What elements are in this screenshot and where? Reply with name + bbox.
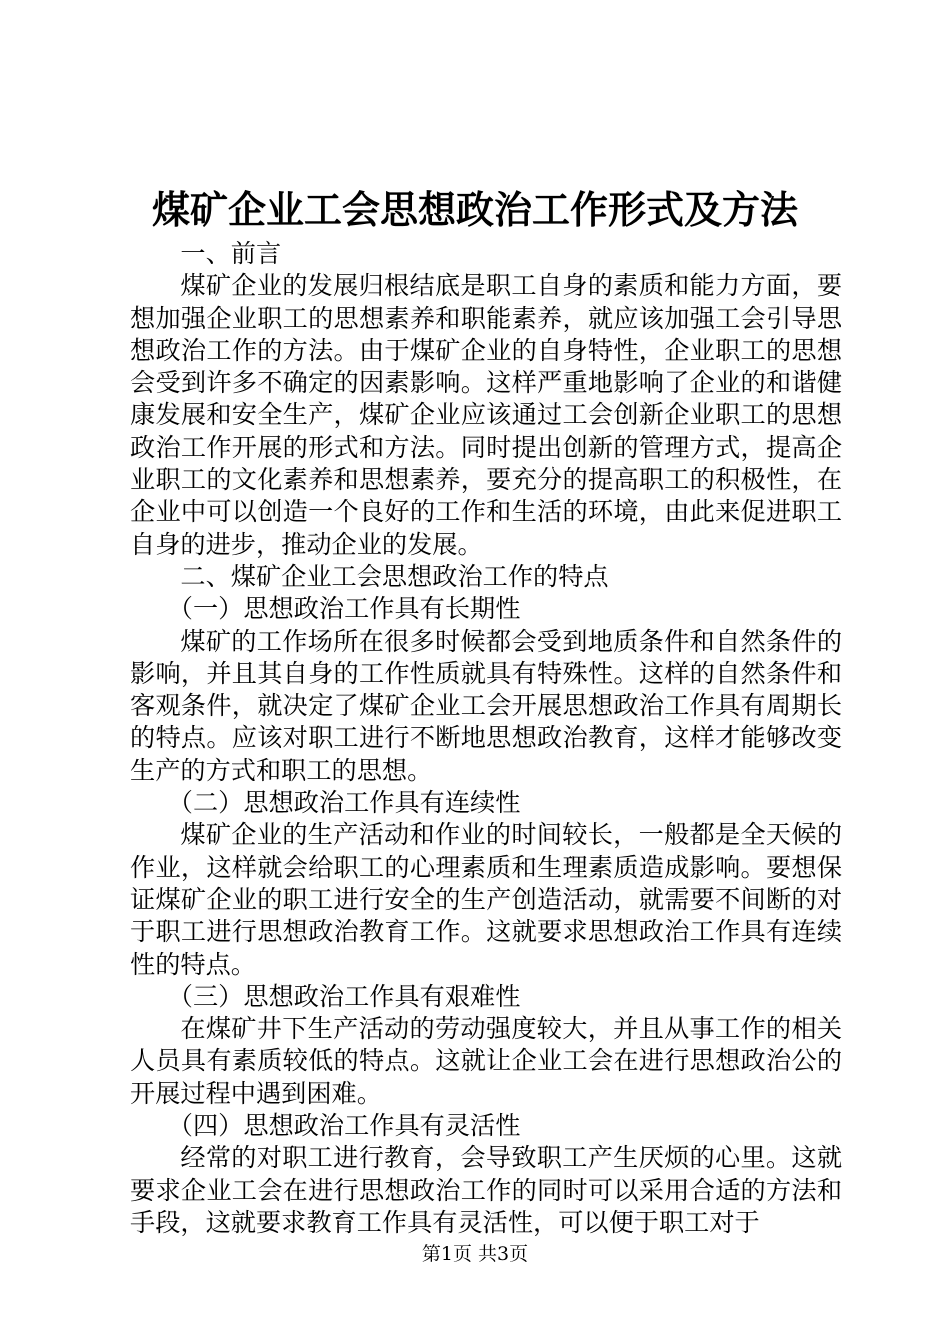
body-paragraph: 经常的对职工进行教育，会导致职工产生厌烦的心里。这就要求企业工会在进行思想政治工作的同时可以采用合适的方法和手段，这就要求教育工作具有灵活性，可以便于职工对于 bbox=[130, 1143, 842, 1237]
body-paragraph: 煤矿企业的生产活动和作业的时间较长，一般都是全天候的作业，这样就会给职工的心理素质和生理素质造成影响。要想保证煤矿企业的职工进行安全的生产创造活动，就需要不间断的对于职工进行思想政治教育工作。这就要求思想政治工作具有连续性的特点。 bbox=[130, 820, 842, 979]
section-heading: 一、前言 bbox=[180, 239, 282, 268]
page-number-footer: 第1页 共3页 bbox=[421, 1243, 529, 1265]
subsection-heading: （一）思想政治工作具有长期性 bbox=[167, 594, 521, 624]
document-body bbox=[130, 238, 842, 1239]
section-heading: 二、煤矿企业工会思想政治工作的特点 bbox=[180, 561, 609, 591]
body-paragraph: 在煤矿井下生产活动的劳动强度较大，并且从事工作的相关人员具有素质较低的特点。这就让企业工会在进行思想政治公的开展过程中遇到困难。 bbox=[130, 1014, 842, 1108]
subsection-heading: （四）思想政治工作具有灵活性 bbox=[167, 1111, 521, 1141]
subsection-heading: （三）思想政治工作具有艰难性 bbox=[167, 981, 521, 1011]
subsection-heading: （二）思想政治工作具有连续性 bbox=[167, 788, 521, 818]
body-paragraph: 煤矿的工作场所在很多时候都会受到地质条件和自然条件的影响，并且其自身的工作性质就具有特殊性。这样的自然条件和客观条件，就决定了煤矿企业工会开展思想政治工作具有周期长的特点。应该对职工进行不断地思想政治教育，这样才能够改变生产的方式和职工的思想。 bbox=[130, 626, 842, 785]
document-title: 煤矿企业工会思想政治工作形式及方法 bbox=[151, 187, 798, 232]
body-paragraph: 煤矿企业的发展归根结底是职工自身的素质和能力方面，要想加强企业职工的思想素养和职能素养，就应该加强工会引导思想政治工作的方法。由于煤矿企业的自身特性，企业职工的思想会受到许多不确定的因素影响。这样严重地影响了企业的和谐健康发展和安全生产，煤矿企业应该通过工会创新企业职工的思想政治工作开展的形式和方法。同时提出创新的管理方式，提高企业职工的文化素养和思想素养，要充分的提高职工的积极性，在企业中可以创造一个良好的工作和生活的环境，由此来促进职工自身的进步，推动企业的发展。 bbox=[130, 271, 842, 559]
